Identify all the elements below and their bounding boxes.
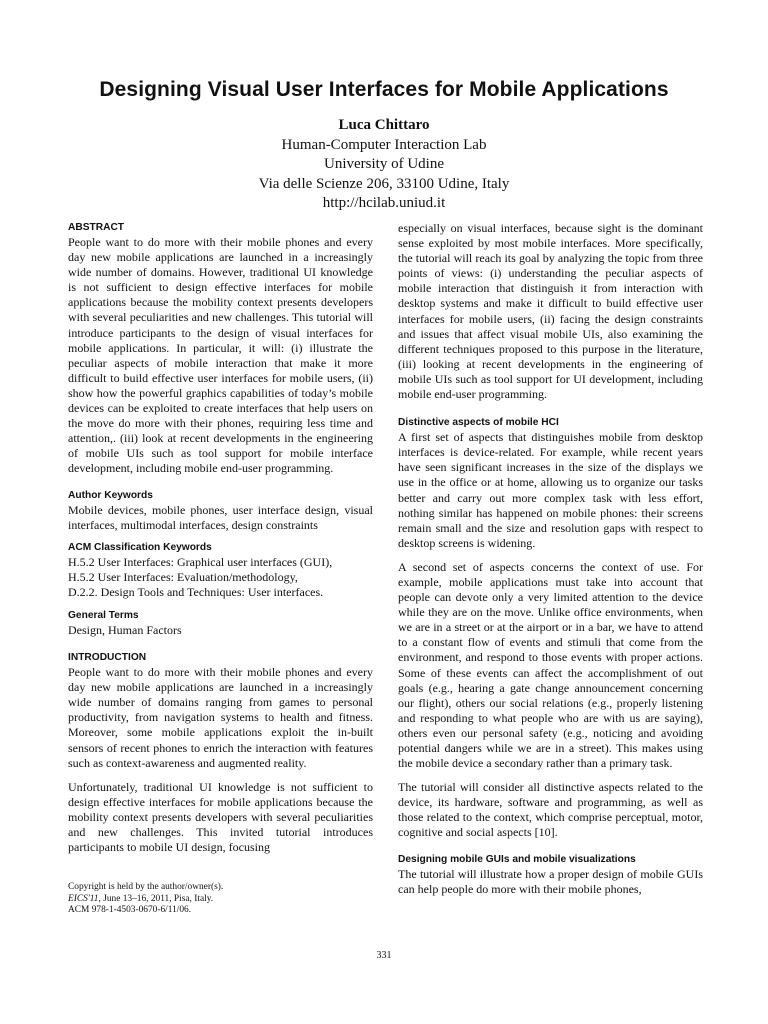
venue-name: EICS'11, [68,893,101,904]
body-paragraph: The tutorial will consider all distinctive aspects related to the device, its hardware, software and programming, as well as those related to the context, which comprise perceptual, motor, cognitive and social aspects [10]. [398,780,703,840]
acm-classification-heading: ACM Classification Keywords [68,541,212,553]
copyright-isbn: ACM 978-1-4503-0670-6/11/06. [68,905,192,916]
author-keywords-heading: Author Keywords [68,489,153,501]
body-paragraph: A first set of aspects that distinguishes mobile from desktop interfaces is device-related. For example, while recent years have seen significant increases in the size of the displays we use in the office or at home, allowing us to organize our tasks better and carry out more complex task with less effort, nothing similar has happened on mobile phones: their screens remain small and the size and resolution gaps with respect to desktop screens is widening. [398,430,703,550]
acm-classification-line: H.5.2 User Interfaces: Graphical user interfaces (GUI), [68,554,333,569]
introduction-heading: INTRODUCTION [68,652,147,664]
copyright-notice [68,882,373,917]
address: Via delle Scienze 206, 33100 Udine, Italy [258,175,510,192]
introduction-paragraph: Unfortunately, traditional UI knowledge is not sufficient to design effective interfaces for mobile applications because the mobility context presents developers with several peculiarities and new challenges. This invited tutorial introduces participants to mobile UI design, focusing [68,779,373,855]
university: University of Udine [324,156,444,172]
designing-guis-heading: Designing mobile GUIs and mobile visualizations [398,853,636,865]
acm-classification-line: D.2.2. Design Tools and Techniques: User interfaces. [68,584,324,599]
right-column [398,221,703,897]
body-paragraph: especially on visual interfaces, because sight is the dominant sense exploited by most mobile interfaces. More specifically, the tutorial will reach its goal by analyzing the topic from three points of views: (i) understanding the peculiar aspects of mobile interaction that distinguish it from interaction with desktop systems and make it difficult to build effective user interfaces for mobile users, (ii) facing the design constraints and issues that affect visual mobile UIs, also examining the different techniques proposed to this purpose in the literature, (iii) looking at recent developments in the engineering of mobile UIs such as tool support for UI development, including mobile end-user programming. [398,221,703,402]
acm-classification-line: H.5.2 User Interfaces: Evaluation/methodology, [68,569,298,584]
body-paragraph: A second set of aspects concerns the context of use. For example, mobile applications must take into account that people can devote only a very limited attention to the device while they are on the move. Unlike office environments, when we are in a street or at the airport or in a bar, we have to attend to a constant flow of events and stimuli that come from the environment, and respond to those events with proper actions. Some of these events can affect the accomplishment of out goals (e.g., hearing a gate change announcement concerning our flight), others our social relations (e.g., properly listening and responding to what people who are with us are saying), others even our personal safety (e.g., noticing and avoiding potential dangers while we are in a street). This makes using the mobile device a secondary rather than a primary task. [398,559,703,771]
abstract-heading: ABSTRACT [68,222,125,233]
page-number: 331 [376,950,392,961]
paper-title: Designing Visual User Interfaces for Mobile Applications [99,78,669,101]
general-terms-text: Design, Human Factors [68,622,182,637]
author-url[interactable]: http://hcilab.uniud.it [322,195,446,211]
copyright-venue-line [68,894,373,906]
copyright-line: Copyright is held by the author/owner(s). [68,882,224,892]
left-column [68,221,373,855]
distinctive-aspects-heading: Distinctive aspects of mobile HCI [398,417,559,429]
introduction-paragraph: People want to do more with their mobile phones and every day new mobile applications are launched in a increasingly wide number of domains ranging from games to personal productivity, from navigation systems to health and fitness. Moreover, some mobile applications exploit the in-built sensors of recent phones to enrich the interaction with features such as context-awareness and augmented reality. [68,665,373,770]
venue-details: June 13–16, 2011, Pisa, Italy. [100,893,214,904]
author-name: Luca Chittaro [338,117,430,133]
affiliation: Human-Computer Interaction Lab [281,136,487,153]
general-terms-heading: General Terms [68,609,139,621]
abstract-text: People want to do more with their mobile phones and every day new mobile applications are launched in a increasingly wide number of domains. However, traditional UI knowledge is not sufficient to design effective interfaces for mobile applications because the mobility context presents developers with several peculiarities and new challenges. This tutorial will introduce participants to the design of visual interfaces for mobile applications. In particular, it will: (i) illustrate the peculiar aspects of mobile interaction that make it more difficult to build effective user interfaces for mobile users, (ii) show how the powerful graphics capabilities of today’s mobile devices can be exploited to create interfaces that help users on the move do more with their phones, requiring less time and attention,. (iii) look at recent developments in the engineering of mobile UIs such as tool support for mobile interface development, including mobile end-user programming. [68,235,373,476]
author-block [0,116,768,214]
body-paragraph: The tutorial will illustrate how a proper design of mobile GUIs can help people do more with their mobile phones, [398,866,703,896]
author-keywords-text: Mobile devices, mobile phones, user interface design, visual interfaces, multimodal interfaces, design constraints [68,502,373,532]
